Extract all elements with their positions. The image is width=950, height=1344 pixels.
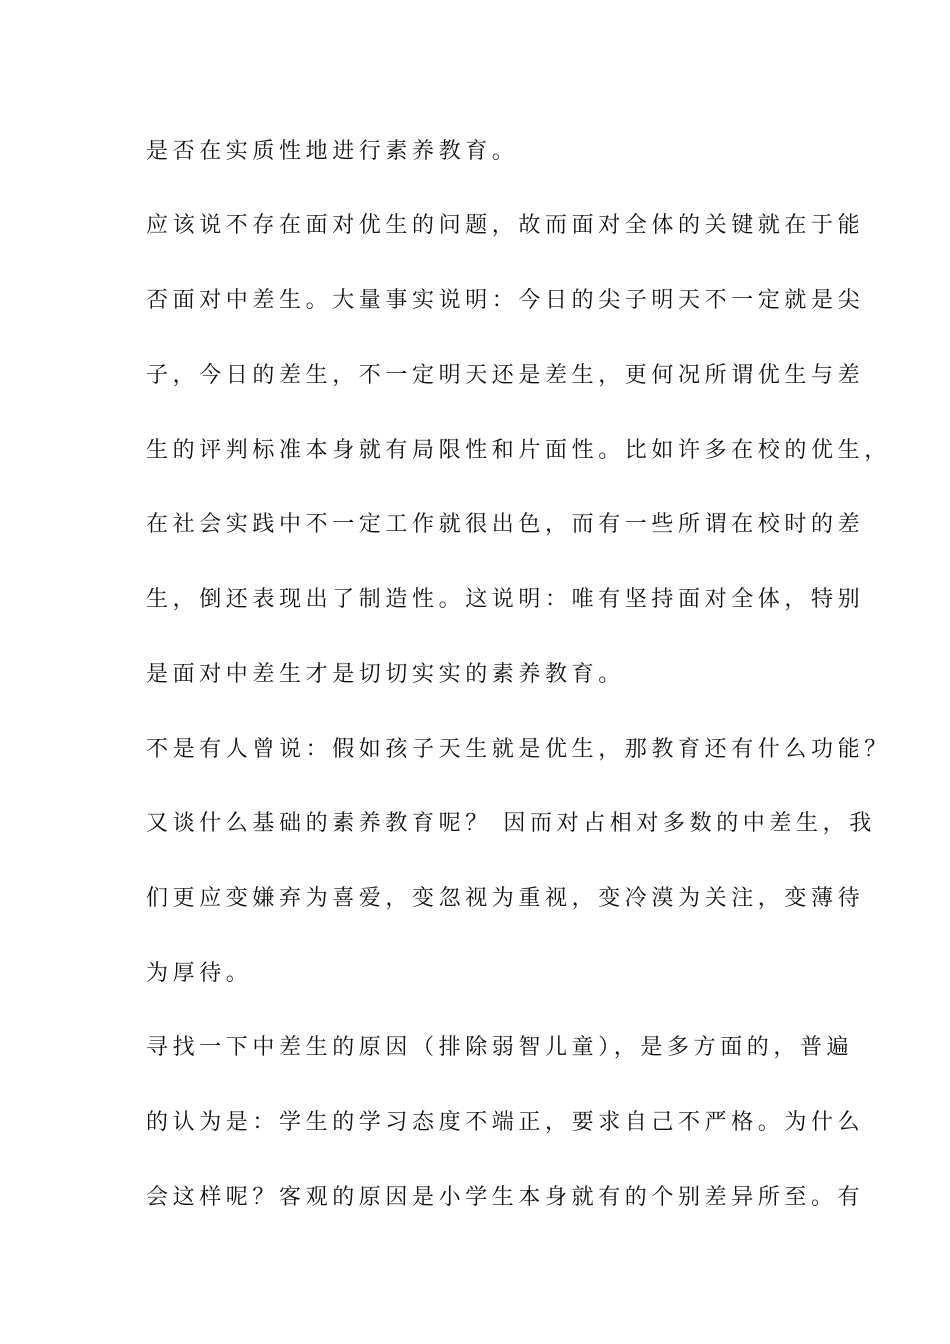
text-line: 寻找一下中差生的原因（排除弱智儿童），是多方面的，普遍: [146, 1035, 854, 1060]
text-line: 是否在实质性地进行素养教育。: [146, 139, 519, 164]
text-line: 们更应变嫌弃为喜爱，变忽视为重视，变冷漠为关注，变薄待: [146, 886, 865, 911]
text-line: 生的评判标准本身就有局限性和片面性。比如许多在校的优生，: [146, 438, 891, 463]
text-line: 为厚待。: [146, 961, 253, 986]
text-line: 不是有人曾说：假如孩子天生就是优生，那教育还有什么功能？: [146, 737, 891, 762]
text-line: 是面对中差生才是切切实实的素养教育。: [146, 662, 625, 687]
text-line: 在社会实践中不一定工作就很出色，而有一些所谓在校时的差: [146, 512, 865, 537]
text-line: 子，今日的差生，不一定明天还是差生，更何况所谓优生与差: [146, 363, 865, 388]
text-line: 又谈什么基础的素养教育呢？ 因而对占相对多数的中差生，我: [146, 811, 876, 836]
text-line: 会这样呢？客观的原因是小学生本身就有的个别差异所至。有: [146, 1185, 865, 1210]
text-line: 否面对中差生。大量事实说明：今日的尖子明天不一定就是尖: [146, 288, 865, 313]
text-line: 应该说不存在面对优生的问题，故而面对全体的关键就在于能: [146, 213, 865, 238]
text-line: 的认为是：学生的学习态度不端正，要求自己不严格。为什么: [146, 1110, 865, 1135]
text-line: 生，倒还表现出了制造性。这说明：唯有坚持面对全体，特别: [146, 587, 865, 612]
